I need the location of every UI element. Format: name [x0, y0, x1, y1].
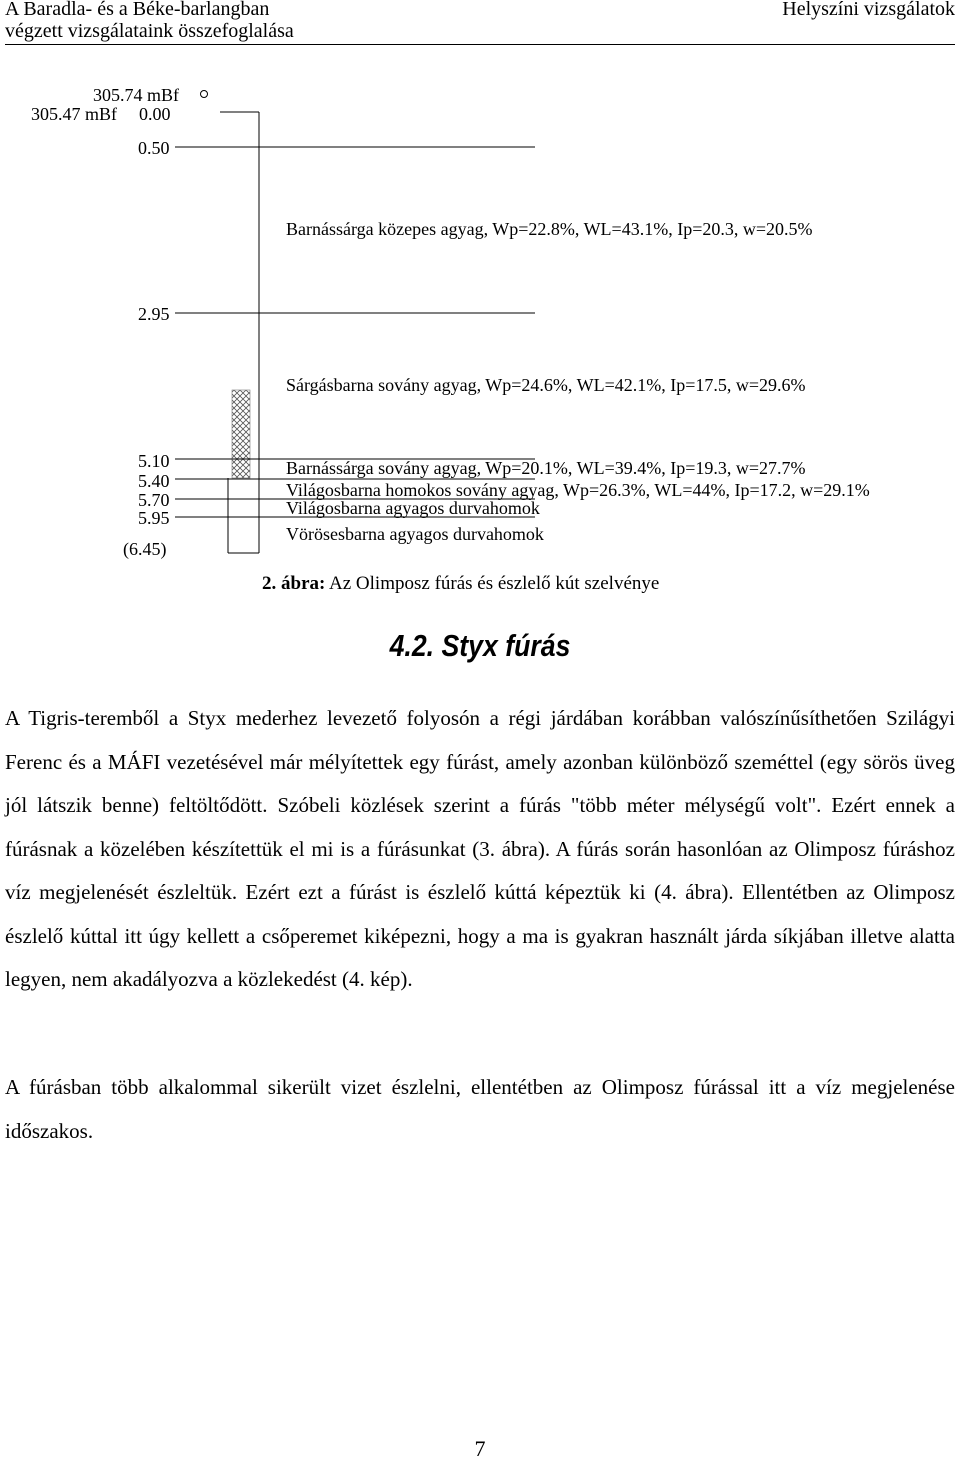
ground-elevation-label: 305.47 mBf [31, 104, 118, 124]
layer-label-1: Sárgásbarna sovány agyag, Wp=24.6%, WL=42.1%, Ip=17.5, w=29.6% [286, 375, 806, 395]
body-paragraph-2: A fúrásban több alkalommal sikerült vizet észlelni, ellentétben az Olimposz fúrással itt a víz megjelenése időszakos. [5, 1075, 955, 1143]
borehole-log-figure [0, 60, 960, 570]
figure-caption [262, 572, 659, 596]
well-cap-icon [201, 91, 208, 98]
depth-label-4: 5.40 [138, 471, 170, 491]
depth-label-0: 0.00 [139, 104, 171, 124]
depth-label-2: 2.95 [138, 304, 170, 324]
depth-label-7: (6.45) [123, 539, 167, 559]
layer-label-4: Világosbarna agyagos durvahomok [286, 498, 540, 518]
page-number: 7 [474, 1436, 486, 1461]
figure-caption-text: Az Olimposz fúrás és észlelő kút szelvénye [329, 573, 660, 594]
running-header-section: Helyszíni vizsgálatok [782, 0, 955, 20]
header-rule [5, 44, 955, 45]
layer-label-5: Vörösesbarna agyagos durvahomok [286, 524, 544, 544]
body-paragraph-1: A Tigris-teremből a Styx mederhez levezető folyosón a régi járdában korábban valószínűsíthetően Szilágyi Ferenc és a MÁFI vezetésével már mélyítettek egy fúrást, amely azonban különböző szeméttel (egy sörös üveg jól látszik benne) feltöltődött. Szóbeli közlések szerint a fúrás "több méter mélységű volt". Ezért ennek a fúrásnak a közelében készítettük el mi is a fúrásunkat (3. ábra). A fúrás során hasonlóan az Olimposz fúráshoz víz megjelenését észleltük. Ezért ezt a fúrást is észlelő kúttá képeztük ki (4. ábra). Ellentétben az Olimposz észlelő kúttal itt úgy kellett a csőperemet kiképezni, hogy a ma is gyakran használt járda síkjában illetve alatta legyen, nem akadályozva a közlekedést (4. kép). [5, 706, 955, 991]
section-heading: 4.2. Styx fúrás [389, 628, 571, 663]
depth-label-3: 5.10 [138, 451, 170, 471]
header-title-line1: A Baradla- és a Béke-barlangban [5, 0, 270, 20]
header-title-line2: végzett vizsgálataink összefoglalása [5, 20, 294, 42]
depth-label-5: 5.70 [138, 490, 170, 510]
running-header-title [5, 0, 294, 42]
top-elevation-label: 305.74 mBf [93, 85, 180, 105]
depth-label-1: 0.50 [138, 138, 170, 158]
figure-caption-number: 2. ábra: [262, 573, 326, 594]
layer-label-3: Világosbarna homokos sovány agyag, Wp=26.3%, WL=44%, Ip=17.2, w=29.1% [286, 480, 870, 500]
layer-label-2: Barnássárga sovány agyag, Wp=20.1%, WL=39.4%, Ip=19.3, w=27.7% [286, 458, 806, 478]
well-casing-hatch [232, 390, 250, 478]
depth-label-6: 5.95 [138, 508, 170, 528]
layer-label-0: Barnássárga közepes agyag, Wp=22.8%, WL=43.1%, Ip=20.3, w=20.5% [286, 219, 813, 239]
